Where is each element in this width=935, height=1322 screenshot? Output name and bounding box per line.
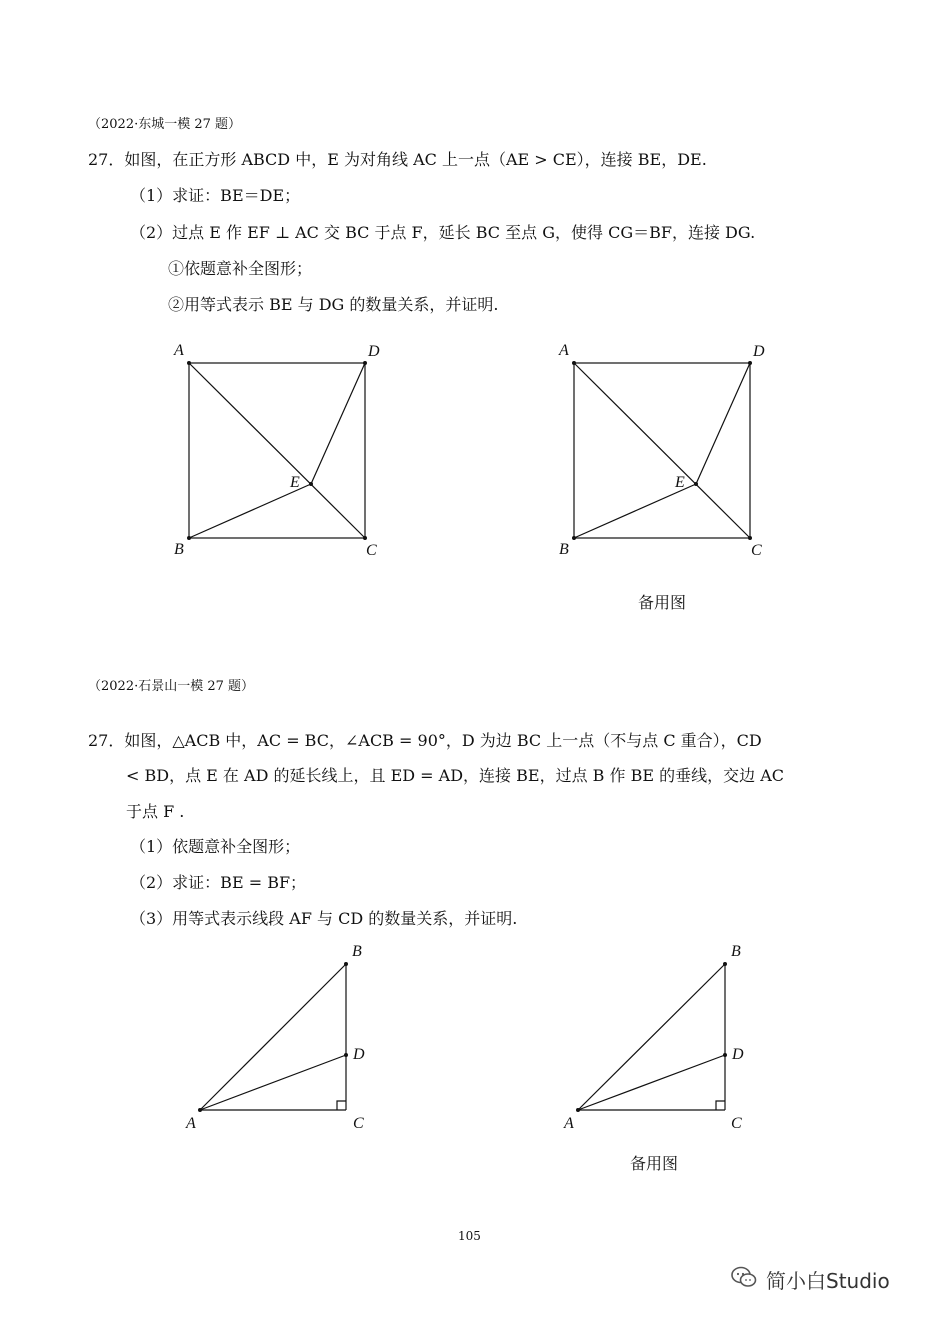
problem1-q2b: ②用等式表示 BE 与 DG 的数量关系，并证明. <box>168 295 499 314</box>
problem1-source: （2022·东城一模 27 题） <box>88 117 242 132</box>
problem1-q1: （1）求证：BE＝DE； <box>130 186 301 205</box>
fig1-spare-label-D: D <box>753 343 765 360</box>
fig2-label-C: C <box>353 1115 364 1132</box>
fig1-spare-label-A: A <box>559 342 569 359</box>
problem2-line3: 于点 F . <box>126 802 185 821</box>
problem2-q3: （3）用等式表示线段 AF 与 CD 的数量关系，并证明. <box>130 909 518 928</box>
fig1-spare-label-B: B <box>559 541 569 558</box>
fig1-spare-label-C: C <box>751 542 762 559</box>
problem2-source: （2022·石景山一模 27 题） <box>88 679 255 694</box>
fig2-label-B: B <box>352 943 362 960</box>
fig2-spare-label-C: C <box>731 1115 742 1132</box>
problem1-q2: （2）过点 E 作 EF ⊥ AC 交 BC 于点 F，延长 BC 至点 G，使得 CG＝BF，连接 DG. <box>130 223 756 242</box>
fig1-spare-label-E: E <box>675 474 685 491</box>
fig1-label-C: C <box>366 542 377 559</box>
problem1-q2a: ①依题意补全图形； <box>168 259 313 278</box>
fig2-spare-label-D: D <box>732 1046 744 1063</box>
fig2-spare-label-A: A <box>564 1115 574 1132</box>
fig1-label-B: B <box>174 541 184 558</box>
fig1-label-E: E <box>290 474 300 491</box>
fig1-label-A: A <box>174 342 184 359</box>
page-number: 105 <box>458 1229 481 1243</box>
fig2-label-D: D <box>353 1046 365 1063</box>
wechat-icon <box>730 1265 758 1294</box>
watermark-text: 简小白Studio <box>766 1269 890 1293</box>
fig1-spare-caption: 备用图 <box>638 593 687 612</box>
fig2-label-A: A <box>186 1115 196 1132</box>
fig2-spare-label-B: B <box>731 943 741 960</box>
problem1-stem: 27．如图，在正方形 ABCD 中，E 为对角线 AC 上一点（AE > CE），连接 BE，DE. <box>88 150 707 169</box>
watermark <box>730 1265 890 1294</box>
problem2-line2: < BD，点 E 在 AD 的延长线上，且 ED = AD，连接 BE，过点 B 作 BE 的垂线，交边 AC <box>126 766 784 785</box>
problem2-line1: 27．如图，△ACB 中，AC = BC，∠ACB = 90°，D 为边 BC 上一点（不与点 C 重合），CD <box>88 731 762 750</box>
problem2-q2: （2）求证：BE = BF； <box>130 873 307 892</box>
fig1-label-D: D <box>368 343 380 360</box>
problem2-q1: （1）依题意补全图形； <box>130 837 301 856</box>
fig2-spare-caption: 备用图 <box>630 1154 679 1173</box>
